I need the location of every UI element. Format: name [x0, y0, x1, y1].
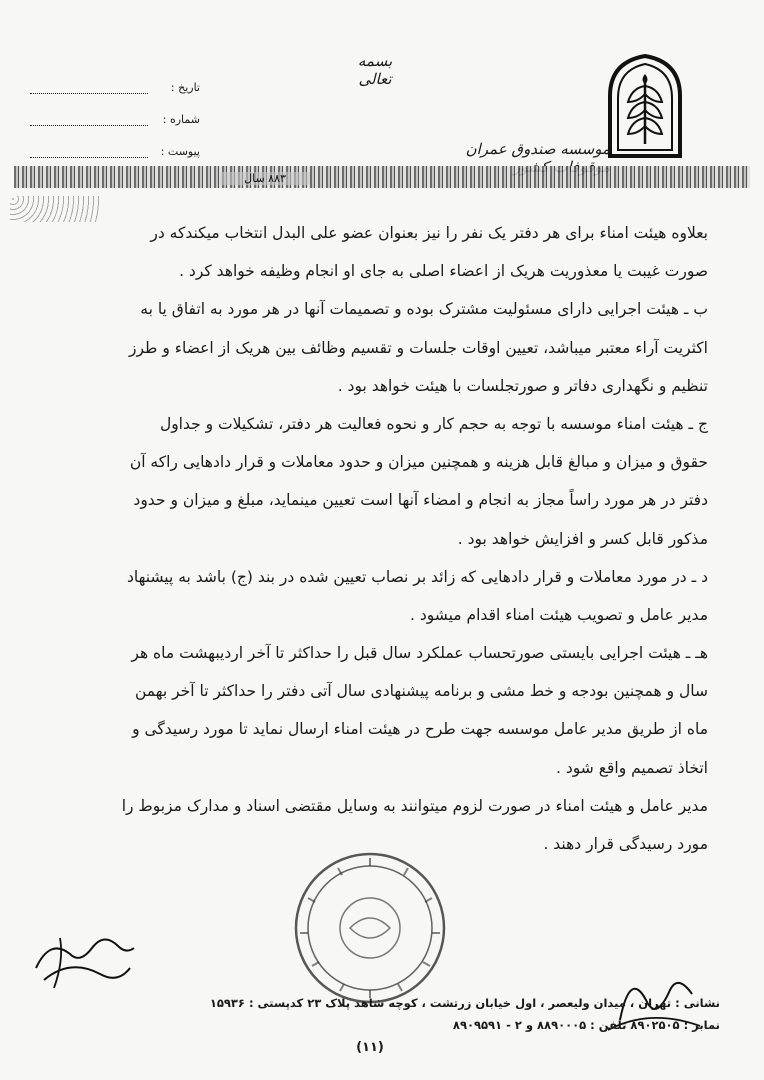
date-label: تاریخ :: [170, 81, 200, 94]
letter-footer: [160, 992, 720, 1036]
date-line: [30, 79, 148, 94]
attachment-label: پیوست :: [160, 145, 200, 158]
body-line: ب ـ هیئت اجرایی دارای مسئولیت مشترک بوده و تصمیمات آنها در هر مورد به اتفاق یا به: [140, 300, 708, 319]
official-seal-stamp: [290, 848, 450, 1008]
basmala: بسمه تعالی: [357, 52, 393, 88]
body-line: دفتر در هر مورد راساً مجاز به انجام و امضاء آنها است تعیین مینماید، مبلغ و میزان و حدود: [133, 491, 708, 510]
body-line: سال و همچنین بودجه و خط مشی و برنامه پیشنهادی سال آتی دفتر را حداکثر تا آخر بهمن: [134, 682, 708, 701]
footer-phones: نمابر : ۸۹۰۲۵۰۵ تلفن : ۸۸۹۰۰۰۵ و ۲ - ۸۹۰۹۵۹۱: [452, 1018, 720, 1032]
body-line: ج ـ هیئت امناء موسسه با توجه به حجم کار و نحوه فعالیت هر دفتر، تشکیلات و جداول: [159, 414, 708, 433]
body-line: اکثریت آراء معتبر میباشد، تعیین اوقات جلسات و تقسیم وظائف بین هریک از اعضاء و طرز: [129, 338, 708, 357]
header-band-text: ۸۸۳ سال: [220, 172, 310, 185]
header-band: [14, 166, 750, 188]
organization-name: موسسه صندوق عمران: [465, 140, 610, 158]
number-line: [30, 111, 148, 126]
organization-emblem-icon: [606, 52, 684, 160]
body-line: هـ ـ هیئت اجرایی بایستی صورتحساب عملکرد سال قبل را حداکثر تا آخر اردیبهشت ماه هر: [131, 644, 708, 663]
body-line: مدیر عامل و هیئت امناء در صورت لزوم میتوانند به وسایل مقتضی اسناد و مدارک مزبوط را: [121, 796, 708, 815]
footer-address: نشانی : تهران ، میدان ولیعصر ، اول خیابان زرتشت ، کوچه شاهد پلاک ۲۳ کدپستی : ۱۵۹۳۶: [209, 996, 720, 1010]
signature-left: [30, 918, 140, 998]
date-field: [30, 62, 200, 94]
number-label: شماره :: [162, 113, 200, 126]
body-line: بعلاوه هیئت امناء برای هر دفتر یک نفر را نیز بعنوان عضو علی البدل انتخاب میکندکه در: [150, 224, 708, 242]
letter-body: [60, 214, 708, 863]
body-line: ماه از طریق مدیر عامل موسسه جهت طرح در هیئت امناء ارسال نماید تا مورد رسیدگی و: [132, 720, 708, 739]
body-line: صورت غیبت یا معذوریت هریک از اعضاء اصلی به جای او انجام وظیفه خواهد کرد .: [179, 262, 708, 281]
body-line: اتخاذ تصمیم واقع شود .: [556, 758, 708, 777]
body-line: مدیر عامل و تصویب هیئت امناء اقدام میشود .: [410, 605, 708, 624]
body-line: حقوق و میزان و مبالغ قابل هزینه و همچنین میزان و حدود معاملات و قرار دادهایی راکه آن: [129, 453, 708, 472]
body-line: د ـ در مورد معاملات و قرار دادهایی که زائد بر نصاب تعیین شده در بند (ج) باشد به پیشنهاد: [127, 567, 708, 586]
body-line: مذکور قابل کسر و افزایش خواهد بود .: [457, 529, 708, 548]
letter-meta-fields: [30, 62, 200, 158]
body-line: تنظیم و نگهداری دفاتر و صورتجلسات با هیئت خواهد بود .: [337, 376, 708, 395]
page-number: (۱۱): [356, 1040, 384, 1055]
body-line: مورد رسیدگی قرار دهند .: [543, 835, 708, 853]
attachment-field: [30, 126, 200, 158]
attachment-line: [30, 143, 148, 158]
number-field: [30, 94, 200, 126]
